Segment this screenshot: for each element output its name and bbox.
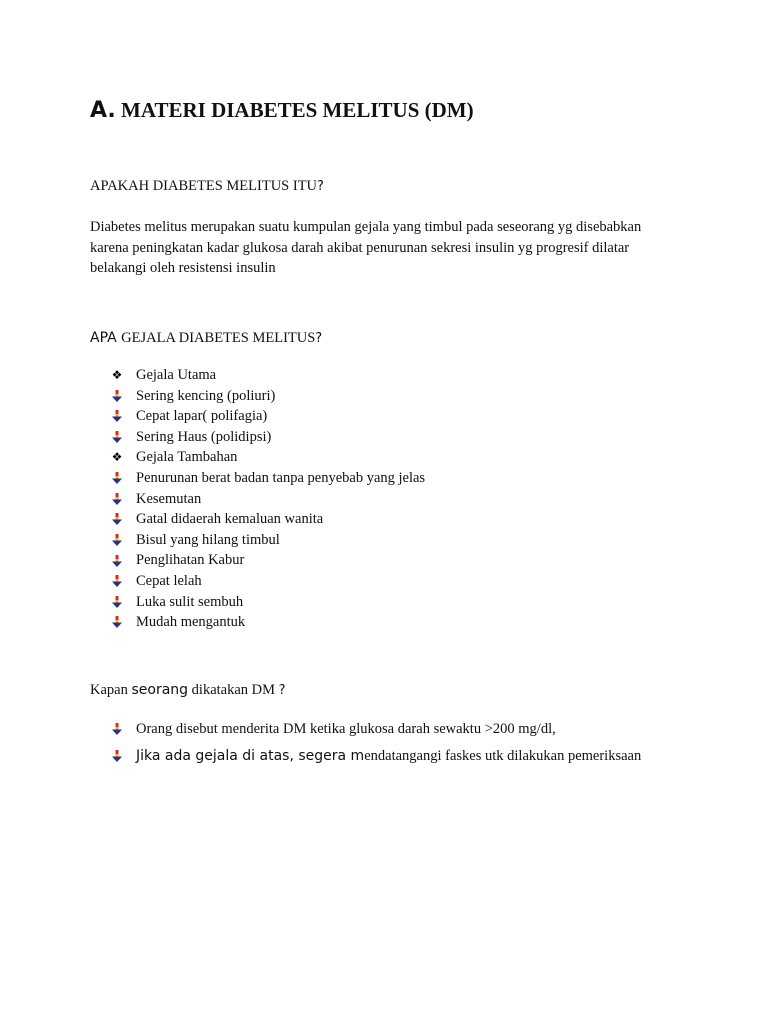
arrow-down-icon bbox=[110, 612, 124, 633]
arrow-down-icon bbox=[110, 509, 124, 530]
page-title bbox=[90, 98, 474, 123]
criteria-list bbox=[90, 719, 641, 766]
list-item bbox=[90, 427, 425, 448]
arrow-down-icon bbox=[110, 530, 124, 551]
list-item bbox=[90, 406, 425, 427]
list-item-text: Cepat lelah bbox=[136, 572, 202, 589]
list-item-text: Gejala Utama bbox=[136, 367, 217, 383]
list-item-text: Cepat lapar( polifagia) bbox=[136, 408, 268, 425]
heading-gejala-prefix: APA bbox=[90, 330, 122, 346]
list-item-text: Sering Haus (polidipsi) bbox=[136, 428, 272, 445]
diamond-bullet-icon: ❖ bbox=[111, 450, 123, 465]
list-item-text: Penurunan berat badan tanpa penyebab yang jelas bbox=[136, 469, 426, 486]
list-item-text-a: Jika ada gejala di atas, segera m bbox=[136, 747, 365, 764]
list-item-text: Gatal didaerah kemaluan wanita bbox=[136, 511, 324, 528]
list-item-text: Penglihatan Kabur bbox=[136, 552, 245, 569]
list-subheading bbox=[90, 365, 425, 386]
title-text: MATERI DIABETES MELITUS (DM) bbox=[115, 98, 474, 122]
heading-gejala-text: GEJALA DIABETES MELITUS bbox=[121, 330, 316, 346]
list-item-text: Luka sulit sembuh bbox=[136, 593, 244, 610]
list-item bbox=[90, 550, 425, 571]
heading-apakah bbox=[90, 178, 324, 195]
diamond-bullet-icon: ❖ bbox=[111, 368, 123, 382]
definition-paragraph bbox=[90, 217, 690, 279]
list-item-text: Bisul yang hilang timbul bbox=[136, 531, 280, 548]
arrow-down-icon bbox=[110, 746, 124, 767]
list-item bbox=[90, 719, 641, 740]
list-item-text: Mudah mengantuk bbox=[136, 614, 246, 631]
arrow-down-icon bbox=[110, 719, 124, 740]
title-prefix: A. bbox=[90, 98, 116, 123]
symptom-list bbox=[90, 365, 425, 633]
list-item bbox=[90, 386, 425, 407]
list-item bbox=[90, 489, 425, 510]
heading-kapan-a: Kapan bbox=[90, 682, 132, 698]
heading-apakah-q: ? bbox=[317, 179, 324, 194]
list-item-text: Sering kencing (poliuri) bbox=[136, 387, 276, 404]
list-item-text-b: endatangangi faskes utk dilakukan pemeriksaan bbox=[364, 747, 642, 764]
list-item bbox=[90, 530, 425, 551]
heading-kapan-b: seorang bbox=[131, 682, 189, 698]
list-subheading bbox=[90, 447, 425, 468]
paragraph-line: Diabetes melitus merupakan suatu kumpulan gejala yang timbul pada seseorang yg disebabkan bbox=[90, 219, 642, 235]
arrow-down-icon bbox=[110, 427, 124, 448]
heading-kapan bbox=[90, 682, 286, 699]
arrow-down-icon bbox=[110, 571, 124, 592]
list-item bbox=[90, 612, 425, 633]
heading-gejala-q: ? bbox=[315, 331, 323, 346]
list-item bbox=[90, 509, 425, 530]
heading-kapan-q: ? bbox=[278, 683, 286, 698]
arrow-down-icon bbox=[110, 386, 124, 407]
list-item-text: Kesemutan bbox=[136, 490, 202, 507]
list-item bbox=[90, 746, 641, 767]
heading-gejala bbox=[90, 330, 322, 347]
list-item-text: Orang disebut menderita DM ketika glukosa darah sewaktu >200 mg/dl, bbox=[136, 721, 556, 737]
arrow-down-icon bbox=[110, 468, 124, 489]
list-item bbox=[90, 571, 425, 592]
paragraph-line: karena peningkatan kadar glukosa darah akibat penurunan sekresi insulin yg progresif dilatar bbox=[90, 239, 630, 256]
arrow-down-icon bbox=[110, 592, 124, 613]
paragraph-line: belakangi oleh resistensi insulin bbox=[90, 260, 276, 276]
heading-apakah-text: APAKAH DIABETES MELITUS ITU bbox=[90, 178, 318, 194]
arrow-down-icon bbox=[110, 489, 124, 510]
arrow-down-icon bbox=[110, 550, 124, 571]
list-item-text: Gejala Tambahan bbox=[136, 449, 238, 466]
list-item bbox=[90, 468, 425, 489]
arrow-down-icon bbox=[110, 406, 124, 427]
list-item bbox=[90, 592, 425, 613]
heading-kapan-c: dikatakan DM bbox=[188, 682, 279, 698]
